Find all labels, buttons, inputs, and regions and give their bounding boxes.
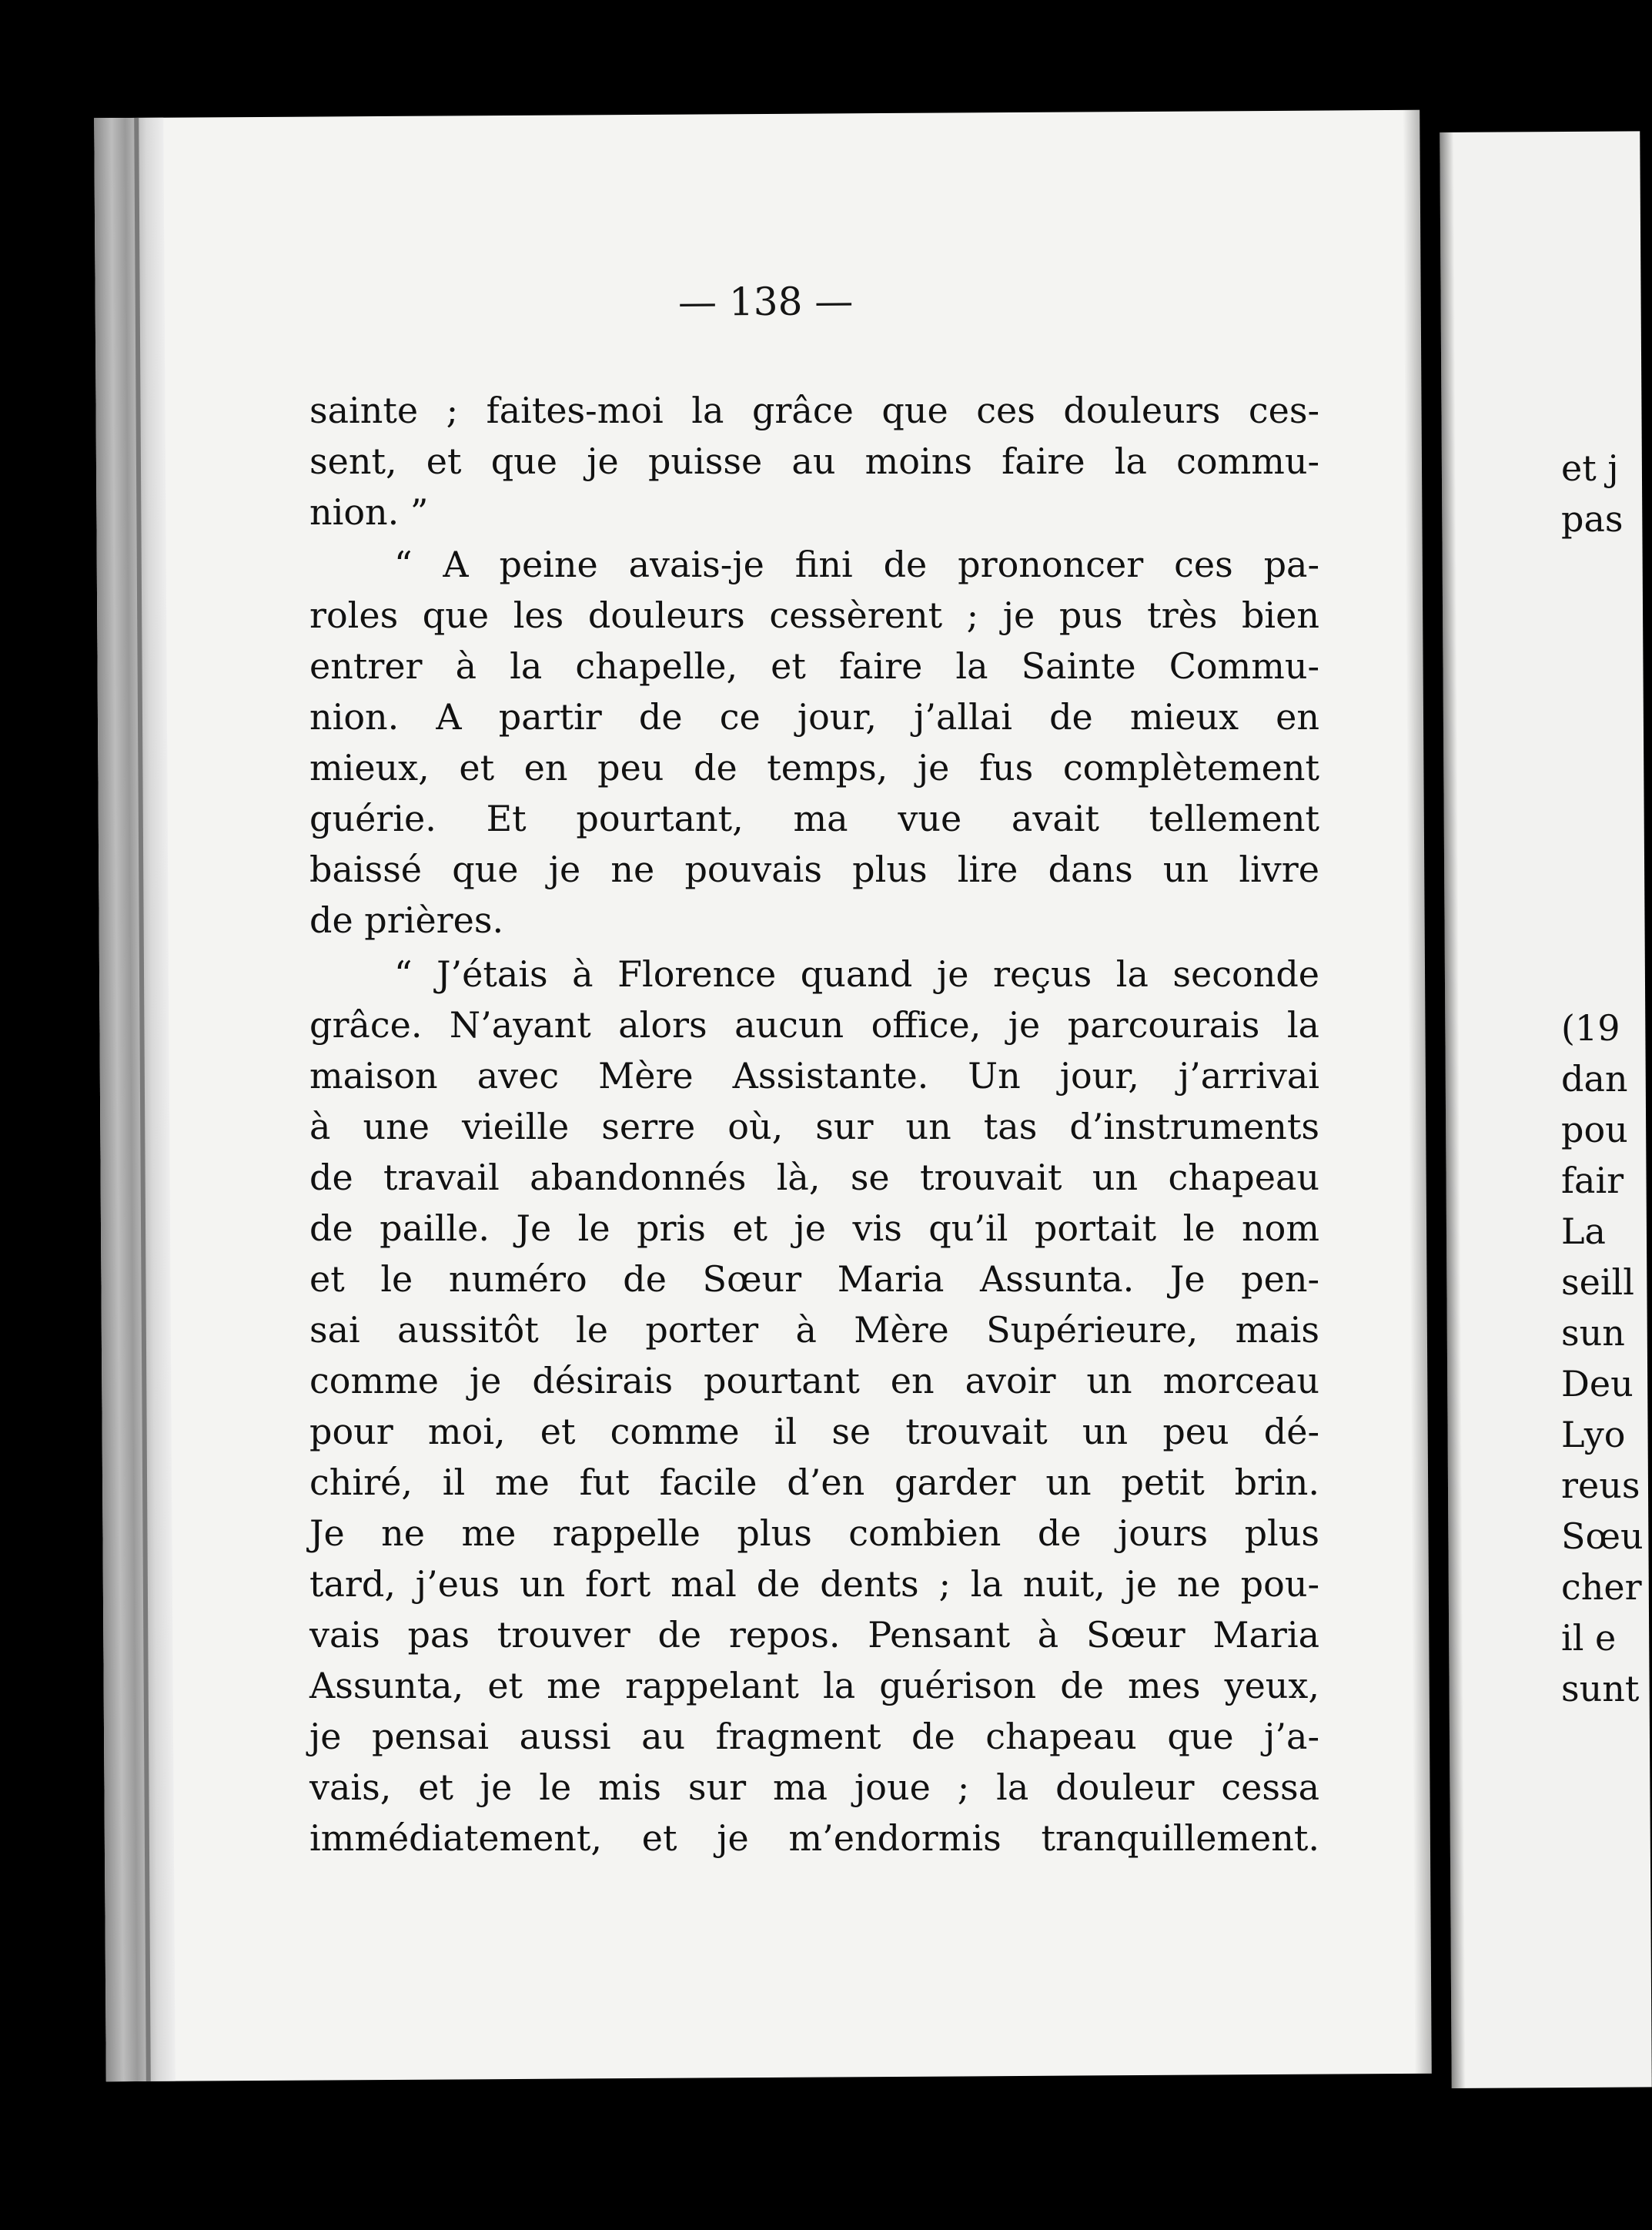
text-line: de prières. xyxy=(309,899,504,941)
text-line: pour moi, et comme il se trouvait un peu dé- xyxy=(309,1411,1319,1452)
text-line: à une vieille serre où, sur un tas d’instruments xyxy=(309,1106,1319,1147)
text-line: sai aussitôt le porter à Mère Supérieure, mais xyxy=(309,1309,1319,1351)
text-line: nion. A partir de ce jour, j’allai de mieux en xyxy=(309,696,1319,738)
right-page-fragment: Deu xyxy=(1561,1363,1634,1405)
right-page-fragment: dan xyxy=(1561,1058,1628,1100)
text-line: sainte ; faites-moi la grâce que ces douleurs ces- xyxy=(309,390,1319,431)
text-line: Je ne me rappelle plus combien de jours plus xyxy=(309,1512,1319,1554)
right-page-fragment: (19 xyxy=(1561,1007,1620,1049)
text-line: immédiatement, et je m’endormis tranquillement. xyxy=(309,1817,1319,1859)
text-line: roles que les douleurs cessèrent ; je pus très bien xyxy=(309,594,1319,636)
text-line: guérie. Et pourtant, ma vue avait tellement xyxy=(309,798,1319,839)
right-page-fragment: et j xyxy=(1561,447,1619,489)
text-line: vais pas trouver de repos. Pensant à Sœur Maria xyxy=(309,1614,1319,1656)
right-page-fragment: reus xyxy=(1561,1465,1640,1506)
right-page-fragment: il e xyxy=(1561,1617,1617,1659)
right-page-fragment: Sœu xyxy=(1561,1515,1644,1557)
text-line: nion. ” xyxy=(309,491,429,533)
text-line: baissé que je ne pouvais plus lire dans un livre xyxy=(309,849,1319,890)
right-page-fragment: cher xyxy=(1561,1566,1642,1608)
page-edge-shadow xyxy=(94,118,176,2082)
right-page-fragment: sunt xyxy=(1561,1668,1640,1709)
page-number: — 138 — xyxy=(677,279,854,325)
text-line: et le numéro de Sœur Maria Assunta. Je pen- xyxy=(309,1258,1319,1300)
text-line: entrer à la chapelle, et faire la Sainte Commu- xyxy=(309,645,1319,687)
right-page-fragment: fair xyxy=(1561,1160,1624,1201)
paragraph-start-line: “ J’étais à Florence quand je reçus la seconde xyxy=(394,953,1319,995)
right-page-fragment: Lyo xyxy=(1561,1414,1626,1455)
right-page-fragment: La xyxy=(1561,1210,1606,1252)
right-page-fragment: pou xyxy=(1561,1109,1628,1150)
text-line: de paille. Je le pris et je vis qu’il portait le nom xyxy=(309,1207,1319,1249)
right-page-fragment: seill xyxy=(1561,1261,1634,1303)
text-line: sent, et que je puisse au moins faire la commu- xyxy=(309,440,1319,482)
text-line: tard, j’eus un fort mal de dents ; la nuit, je ne pou- xyxy=(309,1563,1319,1605)
text-line: vais, et je le mis sur ma joue ; la douleur cessa xyxy=(309,1766,1319,1808)
paragraph-start-line: “ A peine avais-je fini de prononcer ces pa- xyxy=(394,544,1319,585)
text-line: mieux, et en peu de temps, je fus complètement xyxy=(309,747,1319,789)
text-line: comme je désirais pourtant en avoir un morceau xyxy=(309,1360,1319,1401)
right-page-fragment: pas xyxy=(1561,498,1624,540)
text-line: Assunta, et me rappelant la guérison de mes yeux, xyxy=(309,1665,1319,1706)
text-line: de travail abandonnés là, se trouvait un chapeau xyxy=(309,1157,1319,1198)
text-line: grâce. N’ayant alors aucun office, je parcourais la xyxy=(309,1004,1319,1046)
right-page-fragment: sun xyxy=(1561,1312,1625,1354)
text-line: maison avec Mère Assistante. Un jour, j’arrivai xyxy=(309,1055,1319,1097)
text-line: je pensai aussi au fragment de chapeau que j’a- xyxy=(309,1716,1319,1757)
text-line: chiré, il me fut facile d’en garder un petit brin. xyxy=(309,1462,1319,1503)
